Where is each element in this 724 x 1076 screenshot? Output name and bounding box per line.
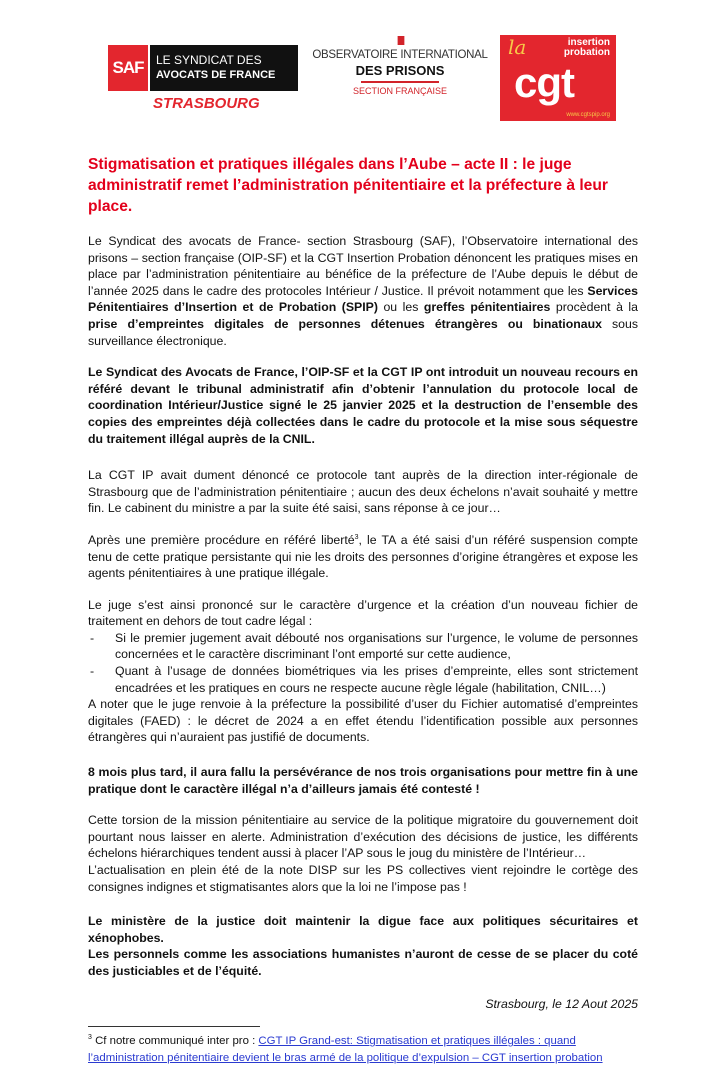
saf-logo (108, 45, 298, 117)
text: , le TA a été saisi d’un référé suspension compte tenu de cette pratique persistante qui nie les droits des personnes d’origine étrangères et expose les agents pénitentiaires à une pratique illégale. (88, 532, 639, 581)
intro-paragraphs (88, 233, 638, 582)
text: Le Syndicat des avocats de France- section Strasbourg (SAF), l’Observatoire international des prisons – section française (OIP-SF) et la CGT Insertion Probation dénoncent les pratiques mises en place par l’administration pénitentiaire au bénéfice de la préfecture de l’Aube depuis le début de l’année 2025 dans le cadre des protocoles Intérieur / Justice. Il prévoit notamment que les (88, 234, 638, 298)
cgt-script: la (508, 35, 527, 59)
judge-point: - Quant à l’usage de données biométriques via les prises d’empreinte, elles sont strictement encadrées et les pratiques en cours ne respecte aucune règle légale (habilitation, CNIL…) (88, 663, 638, 696)
oip-logo (305, 33, 495, 97)
footnote-divider (88, 1026, 260, 1027)
paragraph (88, 364, 638, 447)
paragraph (88, 532, 638, 582)
text: sous surveillance électronique. (88, 316, 638, 348)
text: ou les (377, 300, 424, 315)
saf-name (150, 45, 298, 91)
oip-line2: DES PRISONS (355, 63, 445, 78)
bold-text: Services Pénitentiaires d’Insertion et de Probation (SPIP) (88, 283, 638, 315)
judge-point: - Si le premier jugement avait débouté nos organisations sur l’urgence, le volume de personnes concernées et le caractère discriminant l’ont emporté sur cette audience, (88, 630, 638, 663)
document-body (88, 154, 638, 1012)
torsion-para: Cette torsion de la mission pénitentiaire au service de la politique migratoire du gouvernement doit pourtant nous laisser en alerte. Administration d’exécution des décisions de justice, les différents échelons hiérarchiques tendent aussi à placer l’AP sous le joug du ministère de l’Intérieur… (88, 813, 638, 861)
cgt-main: cgt (514, 59, 574, 106)
conclusion-text: 8 mois plus tard, il aura fallu la persévérance de nos trois organisations pour mettre fin à une pratique dont le caractère illégal n’a d’ailleurs jamais été contesté ! (88, 765, 638, 796)
oip-bars-icon: IIII (396, 33, 404, 48)
oip-line3: SECTION FRANÇAISE (352, 86, 447, 96)
saf-city: STRASBOURG (153, 95, 260, 112)
header-logos (0, 33, 724, 125)
cgt-url: www.cgtspip.org (566, 112, 610, 118)
bold-text: greffes pénitentiaires (423, 300, 551, 315)
paragraph (88, 233, 638, 349)
footnote-number: 3 (88, 1034, 92, 1042)
judge-intro: Le juge s’est ainsi prononcé sur le caractère d’urgence et la création d’un nouveau fichier de traitement en dehors de tout cadre légal : (88, 597, 638, 629)
saf-line1: LE SYNDICAT DES (156, 53, 262, 67)
document-title: Stigmatisation et pratiques illégales dans l’Aube – acte II : le juge administratif remet l’administration pénitentiaire et la préfecture à leur place. (88, 156, 608, 215)
torsion-para: L’actualisation en plein été de la note DISP sur les PS collectives vient rejoindre le cortège des consignes indignes et stigmatisantes alors que la loi ne l’impose pas ! (88, 863, 638, 894)
bold-text: Le Syndicat des Avocats de France, l’OIP-SF et la CGT IP ont introduit un nouveau recours en référé devant le tribunal administratif afin d’obtenir l’annulation du protocole local de coordination Intérieur/Justice signé le 25 janvier 2025 et la destruction de l’ensemble des copies des empreintes déjà collectées dans le cadre du protocole et la mise sous séquestre du traitement illégal auprès de la CNIL. (88, 365, 638, 446)
signature-date: Strasbourg, le 12 Aout 2025 (485, 996, 638, 1011)
paragraph (88, 467, 638, 517)
cgt-top (564, 38, 610, 58)
oip-divider (361, 81, 439, 83)
judge-note: A noter que le juge renvoie à la préfecture la possibilité d’user du Fichier automatisé d’empreintes digitales (FAED) : le décret de 2024 a en effet étendu l’identification possible aux personnes étrangères qui n’auraient pas justifié de documents. (88, 697, 638, 745)
conclusion (88, 764, 638, 797)
oip-line1: OBSERVATOIRE INTERNATIONAL (312, 49, 488, 61)
bold-text: prise d’empreintes digitales de personnes détenues étrangères ou binationaux (88, 316, 602, 331)
final-statement: Les personnels comme les associations humanistes n’auront de cesse de se placer du coté des justiciables et de l’équité. (88, 947, 638, 978)
text: La CGT IP avait dument dénoncé ce protocole tant auprès de la direction inter-régionale de Strasbourg que de l’administration pénitentiaire ; aucun des deux échelons n’avait souhaité y mettre fin. Le cabinent du ministre a par la suite été saisi, sans réponse à ce jour… (88, 468, 638, 516)
cgt-top1: insertion (567, 37, 610, 48)
cgt-top2: probation (563, 47, 610, 58)
footnote (88, 1033, 638, 1066)
judge-points (88, 630, 638, 696)
footnote-ref: 3 (354, 533, 359, 541)
text: Après une première procédure en référé liberté (88, 532, 355, 547)
footnote-prefix: Cf notre communiqué inter pro : (91, 1035, 259, 1048)
saf-badge: SAF (108, 45, 148, 91)
footnote-link[interactable]: CGT IP Grand-est: Stigmatisation et pratiques illégales : quand l’administration pénitentiaire devient le bras armé de la politique d’expulsion – CGT insertion probation (88, 1035, 603, 1064)
text: procèdent à la (550, 300, 638, 315)
saf-line2: AVOCATS DE FRANCE (156, 69, 276, 81)
cgt-logo (500, 35, 616, 121)
final-statement: Le ministère de la justice doit maintenir la digue face aux politiques sécuritaires et xénophobes. (88, 914, 638, 945)
